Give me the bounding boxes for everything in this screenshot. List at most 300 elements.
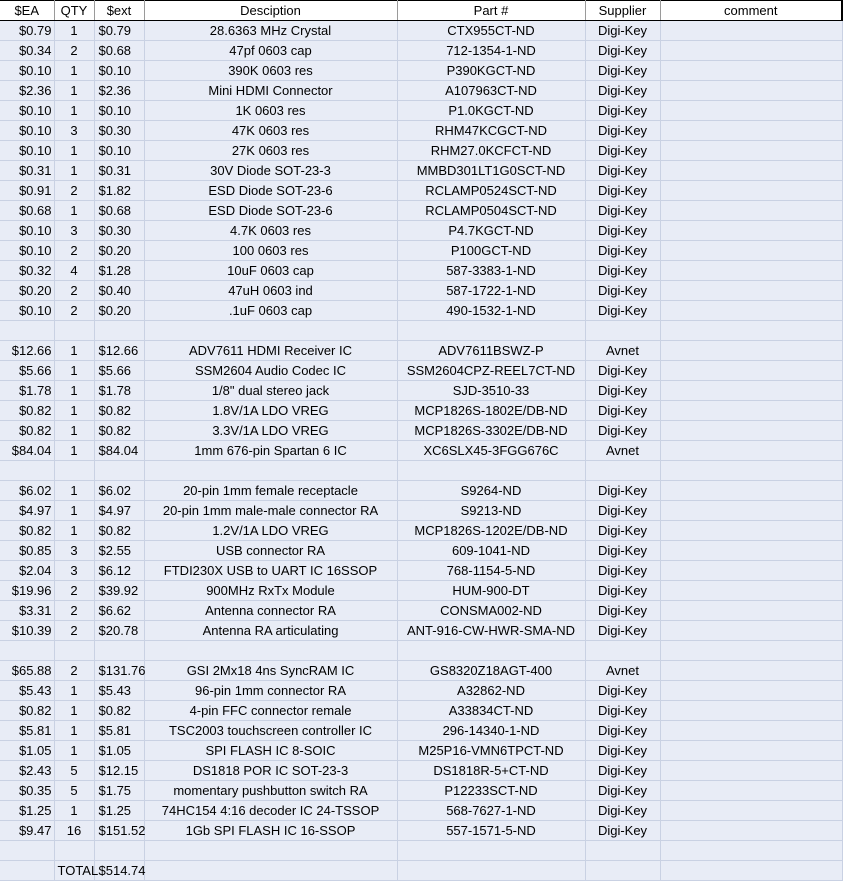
cell-description[interactable]: 27K 0603 res (144, 141, 397, 161)
cell-comment[interactable] (660, 441, 842, 461)
cell-supplier[interactable]: Digi-Key (585, 281, 660, 301)
cell-ext[interactable]: $1.28 (94, 261, 144, 281)
cell-supplier[interactable]: Digi-Key (585, 361, 660, 381)
cell-qty[interactable]: 2 (54, 601, 94, 621)
cell-comment[interactable] (660, 181, 842, 201)
cell-qty[interactable]: 1 (54, 741, 94, 761)
cell-comment[interactable] (660, 401, 842, 421)
cell-part[interactable]: 490-1532-1-ND (397, 301, 585, 321)
cell-part[interactable]: RHM47KCGCT-ND (397, 121, 585, 141)
cell-part[interactable]: SJD-3510-33 (397, 381, 585, 401)
cell-ext[interactable]: $2.55 (94, 541, 144, 561)
cell-qty[interactable]: 1 (54, 681, 94, 701)
cell-description[interactable]: 47uH 0603 ind (144, 281, 397, 301)
cell-description[interactable]: 47pf 0603 cap (144, 41, 397, 61)
cell-qty[interactable]: 1 (54, 361, 94, 381)
cell-supplier[interactable]: Digi-Key (585, 241, 660, 261)
cell-qty[interactable]: 5 (54, 761, 94, 781)
cell-part[interactable]: A107963CT-ND (397, 81, 585, 101)
cell-part[interactable]: RHM27.0KCFCT-ND (397, 141, 585, 161)
cell-supplier[interactable]: Digi-Key (585, 81, 660, 101)
cell-comment[interactable] (660, 121, 842, 141)
cell-description[interactable]: 1Gb SPI FLASH IC 16-SSOP (144, 821, 397, 841)
cell-part[interactable]: MCP1826S-3302E/DB-ND (397, 421, 585, 441)
cell-ext[interactable]: $0.10 (94, 61, 144, 81)
cell-qty[interactable]: 16 (54, 821, 94, 841)
cell-part[interactable]: P12233SCT-ND (397, 781, 585, 801)
cell-part[interactable]: 296-14340-1-ND (397, 721, 585, 741)
cell-comment[interactable] (660, 861, 842, 881)
cell-comment[interactable] (660, 61, 842, 81)
cell-part[interactable]: P100GCT-ND (397, 241, 585, 261)
cell-ext[interactable] (94, 841, 144, 861)
cell-ext[interactable]: $12.66 (94, 341, 144, 361)
cell-comment[interactable] (660, 481, 842, 501)
cell-qty[interactable]: 1 (54, 701, 94, 721)
header-cell-qty[interactable]: QTY (54, 1, 94, 21)
cell-ext[interactable]: $6.02 (94, 481, 144, 501)
cell-part[interactable]: GS8320Z18AGT-400 (397, 661, 585, 681)
cell-supplier[interactable] (585, 321, 660, 341)
cell-supplier[interactable]: Digi-Key (585, 821, 660, 841)
header-cell-comment[interactable]: comment (660, 1, 842, 21)
cell-ext[interactable]: $0.30 (94, 221, 144, 241)
cell-supplier[interactable]: Digi-Key (585, 741, 660, 761)
cell-comment[interactable] (660, 721, 842, 741)
cell-supplier[interactable]: Digi-Key (585, 141, 660, 161)
cell-ext[interactable]: $0.40 (94, 281, 144, 301)
cell-qty[interactable]: 1 (54, 521, 94, 541)
cell-part[interactable]: ADV7611BSWZ-P (397, 341, 585, 361)
cell-ea[interactable]: $0.82 (0, 421, 54, 441)
cell-comment[interactable] (660, 221, 842, 241)
cell-ext[interactable] (94, 641, 144, 661)
cell-description[interactable]: Antenna connector RA (144, 601, 397, 621)
cell-supplier[interactable]: Digi-Key (585, 581, 660, 601)
cell-description[interactable]: 1.2V/1A LDO VREG (144, 521, 397, 541)
cell-qty[interactable]: 1 (54, 21, 94, 41)
cell-ext[interactable]: $84.04 (94, 441, 144, 461)
cell-ext[interactable]: $0.30 (94, 121, 144, 141)
cell-comment[interactable] (660, 321, 842, 341)
cell-qty[interactable]: 2 (54, 41, 94, 61)
cell-ea[interactable]: $5.81 (0, 721, 54, 741)
cell-ext[interactable]: $1.25 (94, 801, 144, 821)
cell-description[interactable]: 74HC154 4:16 decoder IC 24-TSSOP (144, 801, 397, 821)
cell-description[interactable]: 3.3V/1A LDO VREG (144, 421, 397, 441)
cell-description[interactable]: 20-pin 1mm male-male connector RA (144, 501, 397, 521)
cell-part[interactable]: S9264-ND (397, 481, 585, 501)
cell-description[interactable]: momentary pushbutton switch RA (144, 781, 397, 801)
cell-part[interactable]: XC6SLX45-3FGG676C (397, 441, 585, 461)
cell-description[interactable]: SPI FLASH IC 8-SOIC (144, 741, 397, 761)
cell-supplier[interactable]: Digi-Key (585, 561, 660, 581)
cell-qty[interactable]: 2 (54, 581, 94, 601)
header-cell-ea[interactable]: $EA (0, 1, 54, 21)
cell-ea[interactable] (0, 861, 54, 881)
cell-ext[interactable]: $0.20 (94, 301, 144, 321)
cell-description[interactable]: ESD Diode SOT-23-6 (144, 201, 397, 221)
header-cell-part[interactable]: Part # (397, 1, 585, 21)
cell-part[interactable]: MMBD301LT1G0SCT-ND (397, 161, 585, 181)
cell-supplier[interactable]: Avnet (585, 661, 660, 681)
cell-ext[interactable]: $0.10 (94, 141, 144, 161)
cell-part[interactable] (397, 841, 585, 861)
cell-ea[interactable]: $1.05 (0, 741, 54, 761)
cell-qty[interactable]: 1 (54, 441, 94, 461)
cell-qty[interactable]: 1 (54, 101, 94, 121)
cell-ext[interactable]: $0.10 (94, 101, 144, 121)
cell-ext[interactable]: $0.68 (94, 41, 144, 61)
cell-part[interactable]: RCLAMP0504SCT-ND (397, 201, 585, 221)
cell-part[interactable]: 768-1154-5-ND (397, 561, 585, 581)
cell-qty[interactable] (54, 841, 94, 861)
cell-part[interactable]: ANT-916-CW-HWR-SMA-ND (397, 621, 585, 641)
cell-part[interactable]: RCLAMP0524SCT-ND (397, 181, 585, 201)
cell-comment[interactable] (660, 41, 842, 61)
cell-supplier[interactable]: Digi-Key (585, 721, 660, 741)
cell-comment[interactable] (660, 781, 842, 801)
cell-part[interactable]: HUM-900-DT (397, 581, 585, 601)
cell-ea[interactable]: $0.10 (0, 121, 54, 141)
cell-qty[interactable]: 5 (54, 781, 94, 801)
cell-supplier[interactable]: Digi-Key (585, 121, 660, 141)
cell-description[interactable] (144, 641, 397, 661)
cell-description[interactable]: USB connector RA (144, 541, 397, 561)
total-label[interactable]: TOTAL (54, 861, 94, 881)
cell-part[interactable] (397, 641, 585, 661)
cell-ea[interactable] (0, 841, 54, 861)
cell-qty[interactable]: 1 (54, 481, 94, 501)
cell-qty[interactable]: 1 (54, 381, 94, 401)
cell-comment[interactable] (660, 841, 842, 861)
cell-ext[interactable]: $0.82 (94, 701, 144, 721)
cell-description[interactable]: 1/8" dual stereo jack (144, 381, 397, 401)
cell-comment[interactable] (660, 761, 842, 781)
cell-description[interactable]: Antenna RA articulating (144, 621, 397, 641)
cell-part[interactable]: DS1818R-5+CT-ND (397, 761, 585, 781)
cell-ea[interactable]: $0.91 (0, 181, 54, 201)
cell-qty[interactable]: 4 (54, 261, 94, 281)
cell-description[interactable]: ADV7611 HDMI Receiver IC (144, 341, 397, 361)
cell-description[interactable]: 30V Diode SOT-23-3 (144, 161, 397, 181)
cell-ext[interactable]: $131.76 (94, 661, 144, 681)
cell-comment[interactable] (660, 141, 842, 161)
cell-qty[interactable]: 3 (54, 541, 94, 561)
cell-description[interactable]: 390K 0603 res (144, 61, 397, 81)
cell-qty[interactable]: 1 (54, 501, 94, 521)
cell-qty[interactable] (54, 641, 94, 661)
cell-supplier[interactable]: Digi-Key (585, 401, 660, 421)
cell-comment[interactable] (660, 821, 842, 841)
cell-description[interactable]: 28.6363 MHz Crystal (144, 21, 397, 41)
cell-ea[interactable]: $1.78 (0, 381, 54, 401)
cell-ea[interactable]: $5.43 (0, 681, 54, 701)
cell-supplier[interactable] (585, 861, 660, 881)
cell-supplier[interactable]: Digi-Key (585, 301, 660, 321)
cell-comment[interactable] (660, 81, 842, 101)
cell-qty[interactable]: 1 (54, 421, 94, 441)
cell-description[interactable]: SSM2604 Audio Codec IC (144, 361, 397, 381)
cell-ea[interactable] (0, 461, 54, 481)
cell-ext[interactable]: $39.92 (94, 581, 144, 601)
cell-qty[interactable]: 2 (54, 661, 94, 681)
cell-description[interactable]: 1.8V/1A LDO VREG (144, 401, 397, 421)
cell-supplier[interactable] (585, 461, 660, 481)
cell-ext[interactable]: $0.20 (94, 241, 144, 261)
cell-supplier[interactable]: Digi-Key (585, 801, 660, 821)
cell-comment[interactable] (660, 301, 842, 321)
cell-comment[interactable] (660, 701, 842, 721)
cell-ext[interactable]: $1.75 (94, 781, 144, 801)
cell-qty[interactable]: 1 (54, 201, 94, 221)
cell-supplier[interactable]: Digi-Key (585, 501, 660, 521)
cell-part[interactable]: A33834CT-ND (397, 701, 585, 721)
cell-supplier[interactable] (585, 641, 660, 661)
cell-qty[interactable]: 2 (54, 181, 94, 201)
cell-comment[interactable] (660, 581, 842, 601)
cell-qty[interactable]: 2 (54, 621, 94, 641)
cell-ea[interactable]: $0.31 (0, 161, 54, 181)
cell-ext[interactable]: $5.81 (94, 721, 144, 741)
cell-supplier[interactable] (585, 841, 660, 861)
cell-comment[interactable] (660, 681, 842, 701)
cell-ext[interactable]: $6.12 (94, 561, 144, 581)
cell-supplier[interactable]: Avnet (585, 341, 660, 361)
cell-qty[interactable]: 1 (54, 341, 94, 361)
cell-qty[interactable]: 1 (54, 161, 94, 181)
cell-ext[interactable]: $1.82 (94, 181, 144, 201)
header-cell-supplier[interactable]: Supplier (585, 1, 660, 21)
cell-ea[interactable]: $10.39 (0, 621, 54, 641)
cell-qty[interactable]: 2 (54, 301, 94, 321)
cell-description[interactable]: GSI 2Mx18 4ns SyncRAM IC (144, 661, 397, 681)
header-cell-ext[interactable]: $ext (94, 1, 144, 21)
cell-qty[interactable]: 3 (54, 561, 94, 581)
cell-supplier[interactable]: Avnet (585, 441, 660, 461)
cell-supplier[interactable]: Digi-Key (585, 701, 660, 721)
cell-qty[interactable] (54, 461, 94, 481)
cell-ext[interactable] (94, 461, 144, 481)
cell-ext[interactable]: $0.68 (94, 201, 144, 221)
cell-qty[interactable]: 3 (54, 121, 94, 141)
cell-comment[interactable] (660, 261, 842, 281)
cell-comment[interactable] (660, 101, 842, 121)
cell-comment[interactable] (660, 281, 842, 301)
total-value[interactable]: $514.74 (94, 861, 144, 881)
cell-ea[interactable]: $19.96 (0, 581, 54, 601)
cell-comment[interactable] (660, 521, 842, 541)
cell-ea[interactable]: $0.82 (0, 701, 54, 721)
cell-qty[interactable]: 1 (54, 61, 94, 81)
cell-supplier[interactable]: Digi-Key (585, 41, 660, 61)
cell-part[interactable] (397, 321, 585, 341)
cell-comment[interactable] (660, 421, 842, 441)
cell-qty[interactable]: 1 (54, 401, 94, 421)
cell-ea[interactable]: $0.20 (0, 281, 54, 301)
cell-ea[interactable]: $12.66 (0, 341, 54, 361)
cell-ext[interactable]: $0.31 (94, 161, 144, 181)
cell-part[interactable]: MCP1826S-1202E/DB-ND (397, 521, 585, 541)
cell-part[interactable]: 568-7627-1-ND (397, 801, 585, 821)
cell-description[interactable]: 4-pin FFC connector remale (144, 701, 397, 721)
cell-supplier[interactable]: Digi-Key (585, 221, 660, 241)
cell-part[interactable]: SSM2604CPZ-REEL7CT-ND (397, 361, 585, 381)
cell-part[interactable]: MCP1826S-1802E/DB-ND (397, 401, 585, 421)
cell-comment[interactable] (660, 801, 842, 821)
cell-ea[interactable]: $0.32 (0, 261, 54, 281)
cell-ext[interactable]: $5.43 (94, 681, 144, 701)
cell-description[interactable] (144, 461, 397, 481)
cell-ea[interactable]: $0.10 (0, 301, 54, 321)
cell-ext[interactable]: $151.52 (94, 821, 144, 841)
cell-description[interactable] (144, 861, 397, 881)
cell-ea[interactable]: $0.34 (0, 41, 54, 61)
cell-supplier[interactable]: Digi-Key (585, 101, 660, 121)
cell-qty[interactable] (54, 321, 94, 341)
cell-qty[interactable]: 1 (54, 81, 94, 101)
cell-description[interactable]: 4.7K 0603 res (144, 221, 397, 241)
cell-ea[interactable]: $65.88 (0, 661, 54, 681)
cell-description[interactable]: 96-pin 1mm connector RA (144, 681, 397, 701)
cell-comment[interactable] (660, 341, 842, 361)
cell-part[interactable]: P390KGCT-ND (397, 61, 585, 81)
cell-description[interactable]: 1K 0603 res (144, 101, 397, 121)
cell-supplier[interactable]: Digi-Key (585, 761, 660, 781)
cell-ea[interactable]: $1.25 (0, 801, 54, 821)
cell-part[interactable] (397, 461, 585, 481)
cell-description[interactable] (144, 841, 397, 861)
cell-ext[interactable]: $0.82 (94, 401, 144, 421)
cell-ext[interactable]: $12.15 (94, 761, 144, 781)
cell-part[interactable]: 557-1571-5-ND (397, 821, 585, 841)
cell-description[interactable]: 10uF 0603 cap (144, 261, 397, 281)
cell-description[interactable]: TSC2003 touchscreen controller IC (144, 721, 397, 741)
cell-qty[interactable]: 1 (54, 801, 94, 821)
cell-supplier[interactable]: Digi-Key (585, 781, 660, 801)
cell-part[interactable]: 609-1041-ND (397, 541, 585, 561)
cell-part[interactable]: S9213-ND (397, 501, 585, 521)
cell-part[interactable]: P4.7KGCT-ND (397, 221, 585, 241)
cell-comment[interactable] (660, 241, 842, 261)
cell-ext[interactable]: $6.62 (94, 601, 144, 621)
cell-supplier[interactable]: Digi-Key (585, 421, 660, 441)
cell-comment[interactable] (660, 361, 842, 381)
cell-ea[interactable]: $0.85 (0, 541, 54, 561)
cell-supplier[interactable]: Digi-Key (585, 381, 660, 401)
cell-ea[interactable] (0, 321, 54, 341)
cell-ea[interactable]: $0.35 (0, 781, 54, 801)
cell-ext[interactable]: $0.82 (94, 421, 144, 441)
cell-part[interactable]: 587-1722-1-ND (397, 281, 585, 301)
cell-ea[interactable]: $0.10 (0, 221, 54, 241)
cell-description[interactable]: .1uF 0603 cap (144, 301, 397, 321)
cell-qty[interactable]: 1 (54, 721, 94, 741)
cell-qty[interactable]: 2 (54, 241, 94, 261)
cell-supplier[interactable]: Digi-Key (585, 201, 660, 221)
cell-supplier[interactable]: Digi-Key (585, 61, 660, 81)
cell-comment[interactable] (660, 501, 842, 521)
cell-ea[interactable]: $2.36 (0, 81, 54, 101)
cell-ea[interactable]: $2.04 (0, 561, 54, 581)
cell-ext[interactable] (94, 321, 144, 341)
cell-ext[interactable]: $4.97 (94, 501, 144, 521)
cell-ea[interactable]: $5.66 (0, 361, 54, 381)
cell-description[interactable]: 47K 0603 res (144, 121, 397, 141)
cell-supplier[interactable]: Digi-Key (585, 521, 660, 541)
cell-description[interactable]: FTDI230X USB to UART IC 16SSOP (144, 561, 397, 581)
cell-ext[interactable]: $2.36 (94, 81, 144, 101)
cell-ea[interactable]: $2.43 (0, 761, 54, 781)
cell-ext[interactable]: $0.79 (94, 21, 144, 41)
cell-ea[interactable] (0, 641, 54, 661)
cell-part[interactable]: M25P16-VMN6TPCT-ND (397, 741, 585, 761)
cell-ea[interactable]: $0.68 (0, 201, 54, 221)
cell-comment[interactable] (660, 621, 842, 641)
cell-ext[interactable]: $1.78 (94, 381, 144, 401)
cell-ea[interactable]: $0.10 (0, 141, 54, 161)
cell-comment[interactable] (660, 661, 842, 681)
cell-ea[interactable]: $3.31 (0, 601, 54, 621)
cell-ext[interactable]: $5.66 (94, 361, 144, 381)
cell-comment[interactable] (660, 741, 842, 761)
cell-supplier[interactable]: Digi-Key (585, 21, 660, 41)
cell-ea[interactable]: $9.47 (0, 821, 54, 841)
cell-description[interactable]: 900MHz RxTx Module (144, 581, 397, 601)
cell-comment[interactable] (660, 201, 842, 221)
cell-comment[interactable] (660, 641, 842, 661)
cell-part[interactable]: CTX955CT-ND (397, 21, 585, 41)
cell-supplier[interactable]: Digi-Key (585, 541, 660, 561)
cell-ext[interactable]: $1.05 (94, 741, 144, 761)
cell-qty[interactable]: 2 (54, 281, 94, 301)
cell-part[interactable] (397, 861, 585, 881)
cell-comment[interactable] (660, 561, 842, 581)
cell-comment[interactable] (660, 601, 842, 621)
cell-part[interactable]: P1.0KGCT-ND (397, 101, 585, 121)
cell-ea[interactable]: $0.82 (0, 401, 54, 421)
cell-ea[interactable]: $0.79 (0, 21, 54, 41)
cell-part[interactable]: CONSMA002-ND (397, 601, 585, 621)
header-cell-description[interactable]: Desciption (144, 1, 397, 21)
cell-ea[interactable]: $0.10 (0, 241, 54, 261)
cell-supplier[interactable]: Digi-Key (585, 681, 660, 701)
cell-part[interactable]: A32862-ND (397, 681, 585, 701)
cell-qty[interactable]: 3 (54, 221, 94, 241)
cell-ea[interactable]: $4.97 (0, 501, 54, 521)
cell-ea[interactable]: $0.10 (0, 101, 54, 121)
cell-ext[interactable]: $0.82 (94, 521, 144, 541)
cell-supplier[interactable]: Digi-Key (585, 481, 660, 501)
cell-supplier[interactable]: Digi-Key (585, 261, 660, 281)
cell-supplier[interactable]: Digi-Key (585, 161, 660, 181)
cell-comment[interactable] (660, 381, 842, 401)
cell-description[interactable]: DS1818 POR IC SOT-23-3 (144, 761, 397, 781)
cell-ea[interactable]: $0.10 (0, 61, 54, 81)
cell-comment[interactable] (660, 161, 842, 181)
cell-supplier[interactable]: Digi-Key (585, 621, 660, 641)
cell-supplier[interactable]: Digi-Key (585, 601, 660, 621)
cell-ea[interactable]: $84.04 (0, 441, 54, 461)
cell-qty[interactable]: 1 (54, 141, 94, 161)
cell-description[interactable] (144, 321, 397, 341)
cell-ea[interactable]: $6.02 (0, 481, 54, 501)
cell-ea[interactable]: $0.82 (0, 521, 54, 541)
cell-part[interactable]: 712-1354-1-ND (397, 41, 585, 61)
cell-description[interactable]: 100 0603 res (144, 241, 397, 261)
cell-comment[interactable] (660, 541, 842, 561)
cell-description[interactable]: 1mm 676-pin Spartan 6 IC (144, 441, 397, 461)
